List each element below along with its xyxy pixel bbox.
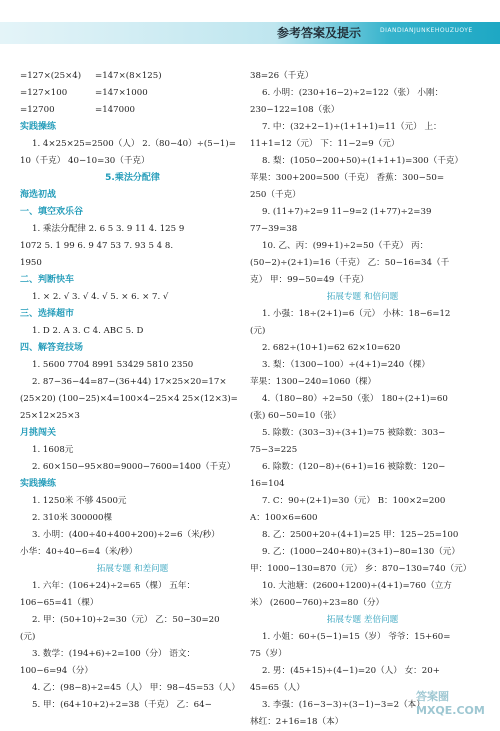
answer-line: 25×12×25×3 — [20, 411, 80, 421]
answer-line: 1072 5. 1 99 6. 9 47 53 7. 93 5 4 8. — [20, 241, 174, 251]
answer-line: 小华：40÷40−6=4（米/秒） — [20, 547, 138, 557]
section-title: 海选初战 — [20, 190, 57, 200]
answer-line: 10. 大池塘：(2600+1200)÷(4+1)=760（立方 — [262, 581, 452, 591]
answer-line: 8. 梨：(1050−200+50)÷(1+1+1)=300（千克） — [262, 156, 464, 166]
answer-line: 2. 60×150−95×80=9000−7600=1400（千克） — [32, 462, 236, 472]
answer-line: 2. 310米 300000棵 — [32, 513, 113, 523]
answer-line: 16=104 — [250, 479, 285, 489]
subsection-title: 四、解答竞技场 — [20, 343, 84, 353]
calc-cell: =127×(25×4) — [20, 71, 82, 81]
answer-line: 4. 乙：(98−8)÷2=45（人） 甲：98−45=53（人） — [32, 683, 240, 693]
answer-line: 1. 1608元 — [32, 445, 74, 455]
answer-line: 2. 87−36−44=87−(36+44) 17×25×20=17× — [32, 377, 227, 387]
answer-line: 1. 六年：(106+24)÷2=65（棵） 五年： — [32, 581, 196, 591]
answer-line: 6. 小明：(230+16−2)÷2=122（张） 小刚： — [262, 88, 444, 98]
calc-row — [20, 102, 245, 119]
answer-line: 克） 甲：99−50=49（千克） — [250, 275, 369, 285]
section-title: 月挑闯关 — [20, 428, 57, 438]
calc-row — [20, 85, 245, 102]
left-column — [20, 68, 245, 714]
answer-line: 250（千克） — [250, 190, 301, 200]
section-title: 实践操练 — [20, 122, 57, 132]
section-title: 实践操练 — [20, 479, 57, 489]
calc-cell: =127×100 — [20, 88, 68, 98]
answer-line: 苹果：300+200=500（千克） 香蕉：300−50= — [250, 173, 445, 183]
topic-title: 拓展专题 和差问题 — [96, 564, 169, 574]
page-header — [0, 0, 500, 48]
topic-title: 拓展专题 和倍问题 — [326, 292, 399, 302]
answer-line: 3. 数学：(194+6)÷2=100（分） 语文： — [32, 649, 196, 659]
answer-line: 1950 — [20, 258, 42, 268]
subsection-title: 二、判断快车 — [20, 275, 75, 285]
calc-cell: =147000 — [95, 105, 136, 115]
answer-line: 1. D 2. A 3. C 4. ABC 5. D — [32, 326, 144, 336]
answer-line: 5. 甲：(64+10+2)÷2=38（千克） 乙：64− — [32, 700, 212, 710]
answer-line: 1. 小姐：60÷(5−1)=15（岁） 爷爷：15+60= — [262, 632, 451, 642]
answer-line: 2. 682÷(10+1)=62 62×10=620 — [262, 343, 401, 353]
chapter-title: 5.乘法分配律 — [105, 173, 160, 183]
answer-line: 230−122=108（张） — [250, 105, 340, 115]
answer-line: 苹果：1300−240=1060（棵） — [250, 377, 377, 387]
answer-line: 106−65=41（棵） — [20, 598, 99, 608]
watermark: 答案圈 MXQE.COM — [416, 690, 485, 717]
answer-line: 1. 4×25×25=2500（人） 2.（80−40）÷(5−1)= — [32, 139, 236, 149]
answer-line: A：100×6=600 — [250, 513, 318, 523]
answer-line: 1. 乘法分配律 2. 6 5 3. 9 11 4. 125 9 — [32, 224, 185, 234]
answer-line: 77−39=38 — [250, 224, 298, 234]
answer-line: (张) 60−50=10（张） — [250, 411, 342, 421]
answer-line: 8. 乙：2500+20÷(4+1)=25 甲：125−25=100 — [262, 530, 459, 540]
answer-line: 9. 乙：(1000−240+80)÷(3+1)−80=130（元） — [262, 547, 460, 557]
answer-line: 1. 5600 7704 8991 53429 5810 2350 — [32, 360, 194, 370]
calc-cell: =147×1000 — [95, 88, 148, 98]
answer-line: 75−3=225 — [250, 445, 298, 455]
right-column — [250, 68, 475, 731]
subsection-title: 一、填空欢乐谷 — [20, 207, 84, 217]
answer-line: 2. 男：(45+15)÷(4−1)=20（人） 女：20+ — [262, 666, 440, 676]
answer-line: 38=26（千克） — [250, 71, 314, 81]
answer-line: 11+1=12（元） 下：11−2=9（元） — [250, 139, 400, 149]
answer-line: 4.（180−80）÷2=50（张） 180÷(2+1)=60 — [262, 394, 448, 404]
answer-line: 7. 中：(32+2−1)÷(1+1+1)=11（元） 上： — [262, 122, 442, 132]
answer-line: 1. 1250米 不够 4500元 — [32, 496, 127, 506]
topic-title: 拓展专题 差倍问题 — [326, 615, 399, 625]
header-title: 参考答案及提示 — [277, 26, 362, 40]
calc-row — [20, 68, 245, 85]
answer-line: 3. 梨：（1300−100）÷(4+1)=240（棵） — [262, 360, 430, 370]
calc-cell: =147×(8×125) — [95, 71, 162, 81]
answer-line: (元) — [20, 632, 36, 642]
answer-line: 75（岁） — [250, 649, 287, 659]
answer-line: 米） (2600−760)÷23=80（分） — [250, 598, 385, 608]
answer-line: 1. × 2. √ 3. √ 4. √ 5. × 6. × 7. √ — [32, 292, 169, 302]
header-subtitle: DIANDIANJUNKEHOUZUOYE — [380, 27, 473, 34]
answer-line: 2. 甲：(50+10)÷2=30（元） 乙：50−30=20 — [32, 615, 220, 625]
answer-line: (50−2)÷(2+1)=16（千克） 乙：50−16=34（千 — [250, 258, 450, 268]
answer-line: 5. 除数：(303−3)÷(3+1)=75 被除数：303− — [262, 428, 446, 438]
answer-line: 7. C：90÷(2+1)=30（元） B：100×2=200 — [262, 496, 446, 506]
answer-line: 10（千克） 40−10=30（千克） — [20, 156, 150, 166]
answer-line: 10. 乙、丙：(99+1)÷2=50（千克） 丙： — [262, 241, 429, 251]
answer-line: 9. (11+7)÷2=9 11−9=2 (1+77)÷2=39 — [262, 207, 432, 217]
answer-line: 3. 李强：(16−3−3)÷(3−1)−3=2（本） — [262, 700, 425, 710]
answer-line: 1. 小强：18÷(2+1)=6（元） 小林：18−6=12 — [262, 309, 451, 319]
answer-line: 3. 小明：(400÷40+400+200)÷2=6（米/秒） — [32, 530, 220, 540]
calc-cell: =12700 — [20, 105, 55, 115]
answer-line: 45=65（人） — [250, 683, 305, 693]
answer-line: (元) — [250, 326, 266, 336]
answer-line: 林红：2+16=18（本） — [250, 717, 344, 727]
subsection-title: 三、选择超市 — [20, 309, 75, 319]
answer-line: (25×20) (100−25)×4=100×4−25×4 25×(12×3)= — [20, 394, 238, 404]
answer-line: 甲：1000−130=870（元） 乡：870−130=740（元） — [250, 564, 472, 574]
answer-line: 100−6=94（分） — [20, 666, 93, 676]
answer-line: 6. 除数：(120−8)÷(6+1)=16 被除数：120− — [262, 462, 446, 472]
